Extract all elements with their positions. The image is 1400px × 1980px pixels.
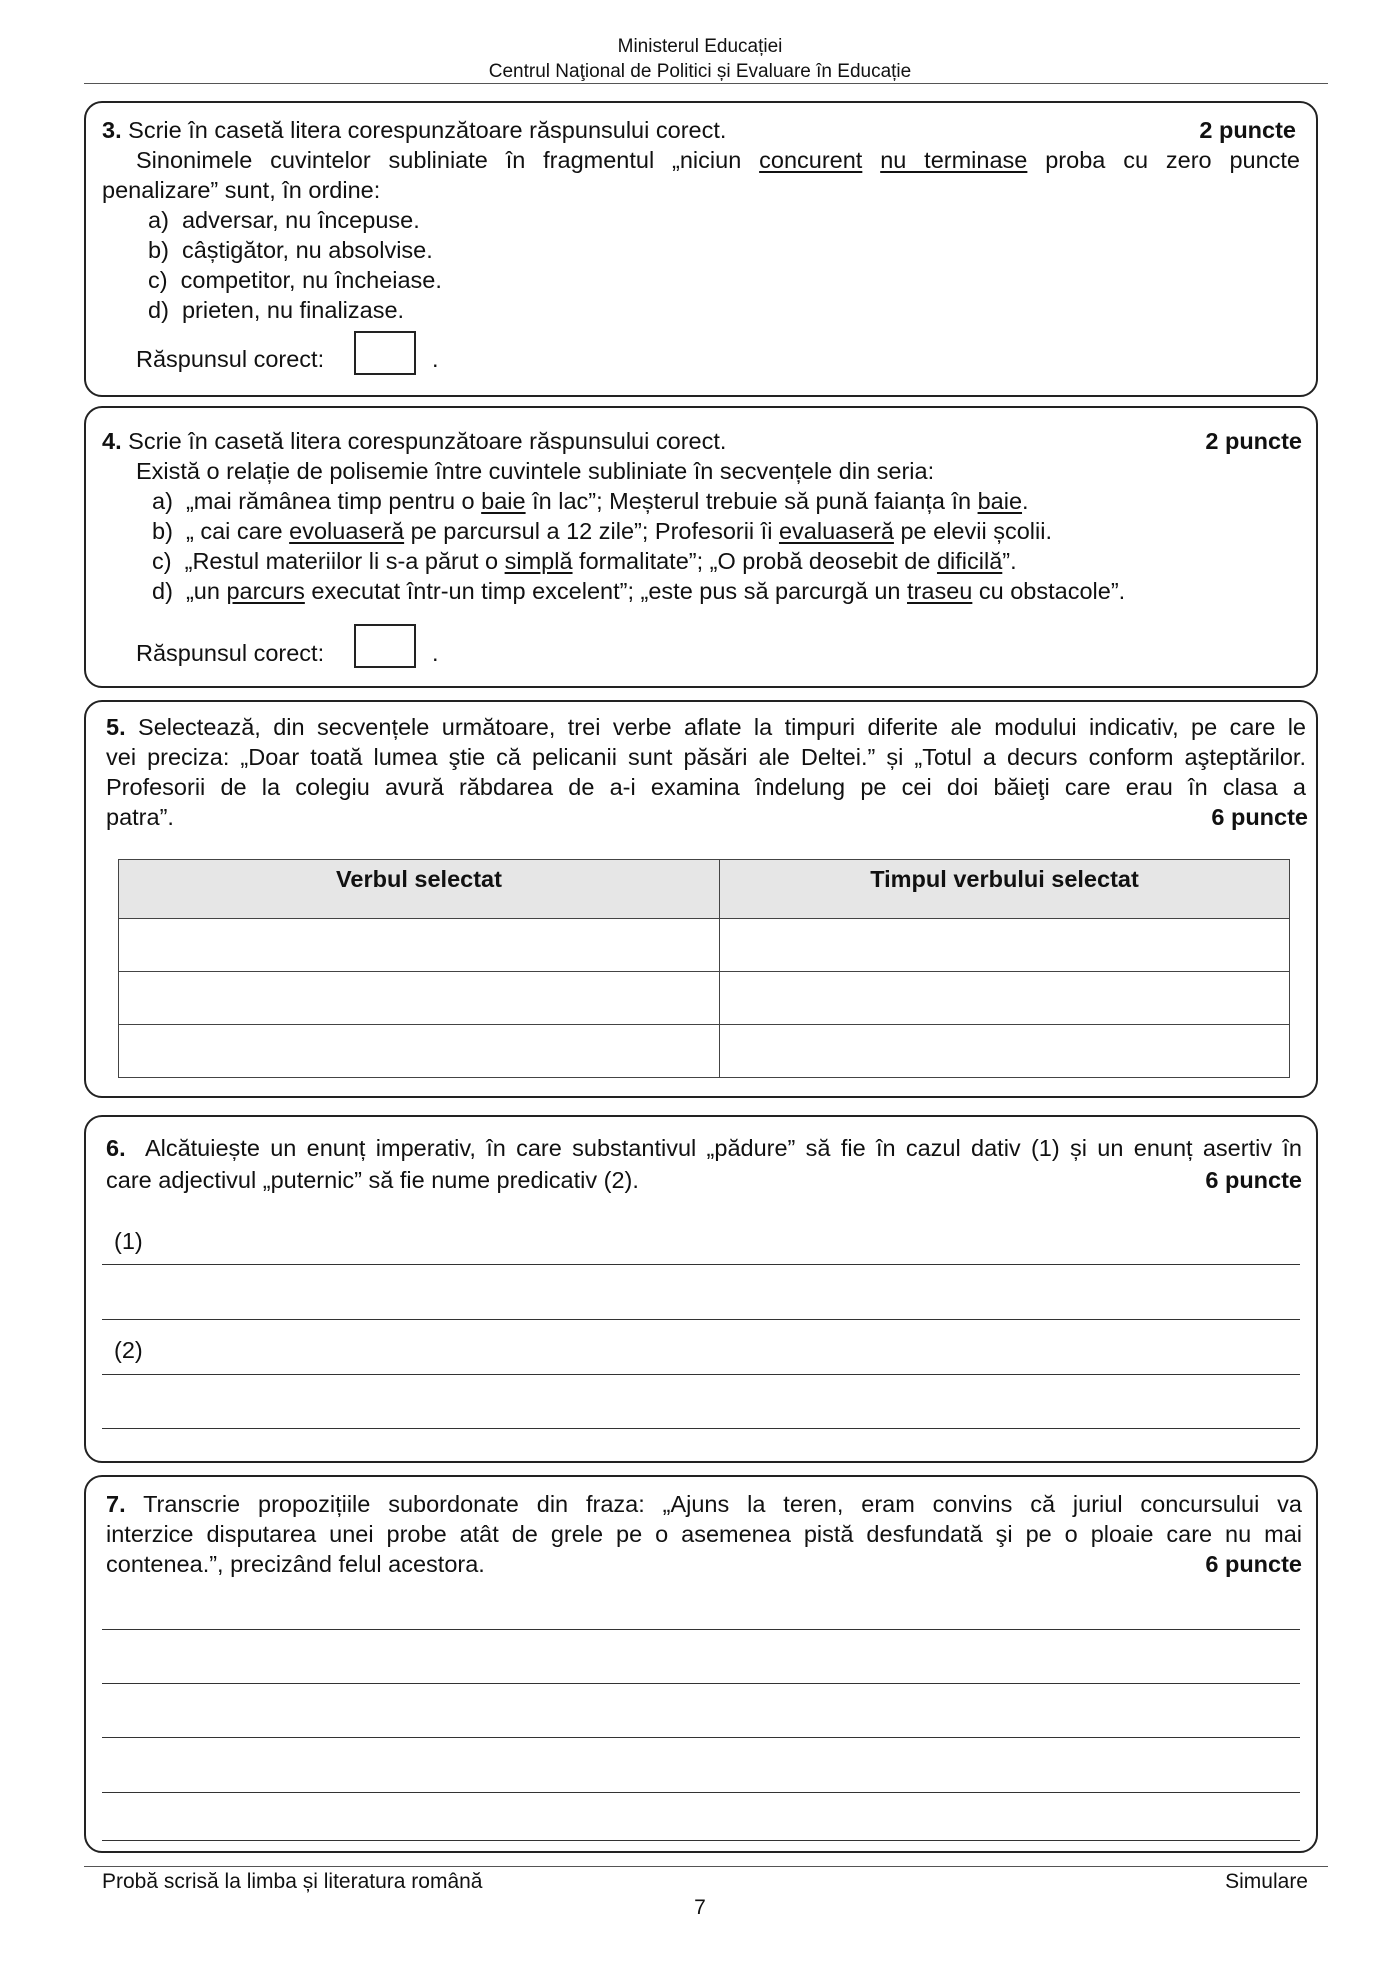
q7-number: 7.: [106, 1491, 126, 1517]
q7-line3: contenea.”, precizând felul acestora.: [106, 1551, 485, 1577]
q3-answer-box[interactable]: [354, 331, 416, 375]
q5-text: [106, 712, 1306, 802]
table-row: [119, 1025, 1290, 1078]
q5-points: 6 puncte: [1211, 804, 1308, 830]
q6-text: [106, 1133, 1302, 1163]
option-letter: c): [152, 548, 172, 574]
option-text: pe parcursul a 12 zile”; Profesorii îi: [404, 518, 779, 544]
q6-points: 6 puncte: [1205, 1167, 1302, 1193]
q5-line1: [106, 712, 1306, 742]
page-header: [0, 34, 1400, 84]
underlined-word: baie: [481, 488, 526, 514]
q3-stem-text-b: [862, 147, 880, 173]
option-text: „un: [185, 578, 227, 604]
option-text: ”.: [1002, 548, 1017, 574]
option-text: „ cai care: [185, 518, 290, 544]
header-ministry: Ministerul Educației: [617, 36, 783, 57]
tense-cell[interactable]: [720, 1025, 1290, 1078]
q3-instruction: Scrie în casetă litera corespunzătoare răspunsului corect.: [128, 117, 727, 143]
page-number: 7: [694, 1896, 706, 1919]
q3-option-b: [148, 235, 433, 265]
q7-answer-line-3[interactable]: [102, 1737, 1300, 1738]
underlined-word: simplă: [504, 548, 573, 574]
q7-text: [106, 1489, 1302, 1549]
option-text: câștigător, nu absolvise.: [181, 237, 433, 263]
option-letter: b): [152, 518, 173, 544]
verb-cell[interactable]: [119, 919, 720, 972]
option-letter: d): [148, 297, 169, 323]
q6-number: 6.: [106, 1135, 126, 1161]
q6-answer-line-3[interactable]: [102, 1374, 1300, 1375]
option-letter: a): [148, 207, 169, 233]
tense-cell[interactable]: [720, 972, 1290, 1025]
q7-answer-line-1[interactable]: [102, 1629, 1300, 1630]
q3-answer-period: .: [432, 346, 439, 372]
option-text: executat într-un timp excelent”; „este pus să parcurgă un: [304, 578, 908, 604]
q5-answer-table: [118, 859, 1290, 1078]
option-letter: d): [152, 578, 173, 604]
q7-line1-text: Transcrie propozițiile subordonate din fraza: „Ajuns la teren, eram convins că juriul concursului va: [143, 1491, 1302, 1517]
q3-stem-line2: penalizare” sunt, în ordine:: [102, 177, 381, 203]
question-6-box: [84, 1115, 1318, 1463]
question-5-box: [84, 700, 1318, 1098]
underlined-word: traseu: [907, 578, 973, 604]
q6-label-2: (2): [114, 1337, 143, 1363]
q5-line1-text: Selectează, din secvențele următoare, trei verbe aflate la timpuri diferite ale modului indicativ, pe care le: [138, 714, 1306, 740]
q4-option-c: [152, 546, 1017, 576]
q6-line1: [106, 1133, 1302, 1163]
option-text: „mai rămânea timp pentru o: [185, 488, 482, 514]
q7-points: 6 puncte: [1205, 1551, 1302, 1577]
q4-option-b: [152, 516, 1052, 546]
q4-option-d: [152, 576, 1125, 606]
option-text: competitor, nu încheiase.: [180, 267, 442, 293]
q6-answer-line-1[interactable]: [102, 1264, 1300, 1265]
underlined-word: parcurs: [226, 578, 305, 604]
q3-stem-line1: [102, 145, 1300, 175]
underlined-word: dificilă: [936, 548, 1003, 574]
question-7-box: [84, 1475, 1318, 1853]
q3-underlined-word-1: concurent: [759, 147, 863, 173]
underlined-word: evaluaseră: [778, 518, 894, 544]
header-divider: [84, 83, 1328, 84]
option-text: .: [1022, 488, 1029, 514]
option-text: cu obstacole”.: [972, 578, 1126, 604]
q7-answer-line-4[interactable]: [102, 1792, 1300, 1793]
q3-points: 2 puncte: [1199, 117, 1296, 143]
q3-option-d: [148, 295, 404, 325]
q3-answer-label: Răspunsul corect:: [136, 346, 325, 372]
q7-answer-line-2[interactable]: [102, 1683, 1300, 1684]
verb-cell[interactable]: [119, 1025, 720, 1078]
q3-instruction-line: [102, 115, 726, 145]
q7-line2: interzice disputarea unei probe atât de grele pe o asemenea pistă desfundată şi pe o ploaie care nu mai: [106, 1521, 1302, 1547]
footer-divider: [84, 1866, 1328, 1867]
option-text: adversar, nu începuse.: [181, 207, 420, 233]
q6-line1-text: Alcătuiește un enunț imperativ, în care substantivul „pădure” să fie în cazul dativ (1) și un enunț asertiv în: [144, 1135, 1302, 1161]
option-letter: a): [152, 488, 173, 514]
question-3-box: [84, 101, 1318, 397]
q4-answer-label: Răspunsul corect:: [136, 640, 325, 666]
footer-exam-title: Probă scrisă la limba și literatura română: [102, 1870, 483, 1893]
q7-line1: [106, 1489, 1302, 1519]
q4-option-a: [152, 486, 1029, 516]
q3-option-c: [148, 265, 442, 295]
q6-answer-line-2[interactable]: [102, 1319, 1300, 1320]
underlined-word: evoluaseră: [289, 518, 405, 544]
q4-stem: Există o relație de polisemie între cuvintele subliniate în secvențele din seria:: [136, 458, 935, 484]
option-letter: c): [148, 267, 168, 293]
question-4-box: [84, 406, 1318, 688]
option-text: formalitate”; „O probă deosebit de: [572, 548, 937, 574]
q4-answer-box[interactable]: [354, 624, 416, 668]
q4-number: 4.: [102, 428, 122, 454]
q4-instruction: Scrie în casetă litera corespunzătoare răspunsului corect.: [128, 428, 727, 454]
q3-stem-text-c: proba cu zero puncte: [1027, 147, 1300, 173]
tense-cell[interactable]: [720, 919, 1290, 972]
underlined-word: baie: [977, 488, 1023, 514]
table-header-verb: Verbul selectat: [119, 860, 720, 919]
q3-option-a: [148, 205, 420, 235]
header-center: Centrul Naţional de Politici și Evaluare în Educație: [488, 61, 912, 82]
table-row: [119, 972, 1290, 1025]
q5-line2: vei preciza: „Doar toată lumea ştie că pelicanii sunt păsări ale Deltei.” și „Totul a decurs conform aşteptărilor.: [106, 744, 1306, 770]
q5-number: 5.: [106, 714, 126, 740]
verb-cell[interactable]: [119, 972, 720, 1025]
q6-label-1: (1): [114, 1228, 143, 1254]
q6-answer-line-4[interactable]: [102, 1428, 1300, 1429]
q4-instruction-line: [102, 426, 726, 456]
q7-answer-line-5[interactable]: [102, 1840, 1300, 1841]
q3-underlined-word-2: nu terminase: [880, 147, 1028, 173]
table-header-tense: Timpul verbului selectat: [720, 860, 1290, 919]
q5-line3: Profesorii de la colegiu avură răbdarea de a-i examina îndelung pe cei doi băieţi care erau în clasa a: [106, 774, 1306, 800]
table-row: [119, 919, 1290, 972]
option-text: în lac”; Meșterul trebuie să pună faianța în: [525, 488, 978, 514]
q6-line2: care adjectivul „puternic” să fie nume predicativ (2).: [106, 1167, 639, 1193]
q3-stem: [102, 145, 1300, 175]
q5-line4: patra”.: [106, 804, 174, 830]
option-text: pe elevii școlii.: [893, 518, 1052, 544]
table-header-row: [119, 860, 1290, 919]
option-text: prieten, nu finalizase.: [181, 297, 405, 323]
footer-session: Simulare: [1225, 1870, 1308, 1893]
option-text: „Restul materiilor li s-a părut o: [184, 548, 505, 574]
q3-number: 3.: [102, 117, 122, 143]
q4-points: 2 puncte: [1205, 428, 1302, 454]
q4-answer-period: .: [432, 640, 439, 666]
q3-stem-text-a: Sinonimele cuvintelor subliniate în fragmentul „niciun: [136, 147, 760, 173]
option-letter: b): [148, 237, 169, 263]
